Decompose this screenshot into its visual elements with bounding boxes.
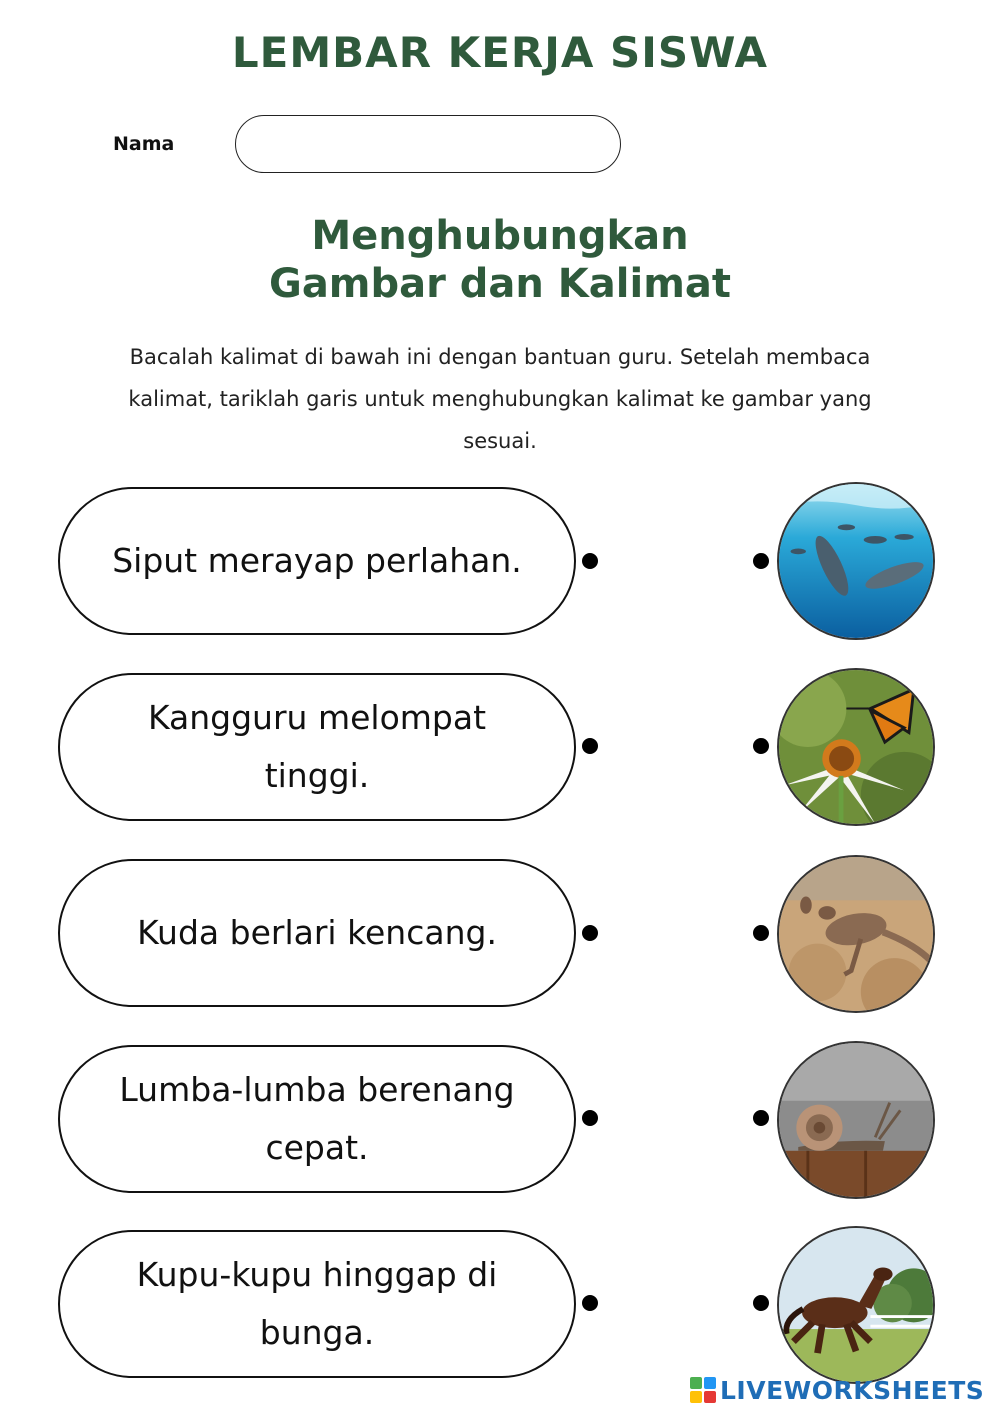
horse-photo (777, 1226, 935, 1384)
picture-dot-5[interactable] (753, 1295, 769, 1311)
sentence-dot-1[interactable] (582, 553, 598, 569)
sentence-box-1: Siput merayap perlahan. (58, 487, 576, 635)
worksheet-title: LEMBAR KERJA SISWA (231, 28, 769, 77)
activity-title-line2: Gambar dan Kalimat (268, 261, 731, 307)
instructions-text: Bacalah kalimat di bawah ini dengan bantuan guru. Setelah membaca kalimat, tariklah garis untuk menghubungkan kalimat ke gambar yang sesuai. (128, 345, 872, 453)
liveworksheets-logo-icon (690, 1377, 716, 1403)
liveworksheets-brand: LIVEWORKSHEETS (720, 1375, 985, 1405)
picture-dot-3[interactable] (753, 925, 769, 941)
kangaroo-photo (777, 855, 935, 1013)
activity-title-line1: Menghubungkan (311, 213, 689, 259)
sentence-box-3: Kuda berlari kencang. (58, 859, 576, 1007)
dolphin-photo (777, 482, 935, 640)
liveworksheets-footer (690, 1375, 984, 1405)
butterfly-photo (777, 668, 935, 826)
sentence-dot-4[interactable] (582, 1110, 598, 1126)
sentence-box-2: Kangguru melompat tinggi. (58, 673, 576, 821)
sentence-dot-2[interactable] (582, 738, 598, 754)
name-label: Nama (113, 133, 175, 155)
sentence-dot-5[interactable] (582, 1295, 598, 1311)
name-input[interactable] (235, 115, 621, 173)
picture-dot-2[interactable] (753, 738, 769, 754)
picture-dot-4[interactable] (753, 1110, 769, 1126)
activity-title (0, 212, 1000, 308)
sentence-dot-3[interactable] (582, 925, 598, 941)
snail-photo (777, 1041, 935, 1199)
sentence-box-5: Kupu-kupu hinggap di bunga. (58, 1230, 576, 1378)
sentence-box-4: Lumba-lumba berenang cepat. (58, 1045, 576, 1193)
picture-dot-1[interactable] (753, 553, 769, 569)
